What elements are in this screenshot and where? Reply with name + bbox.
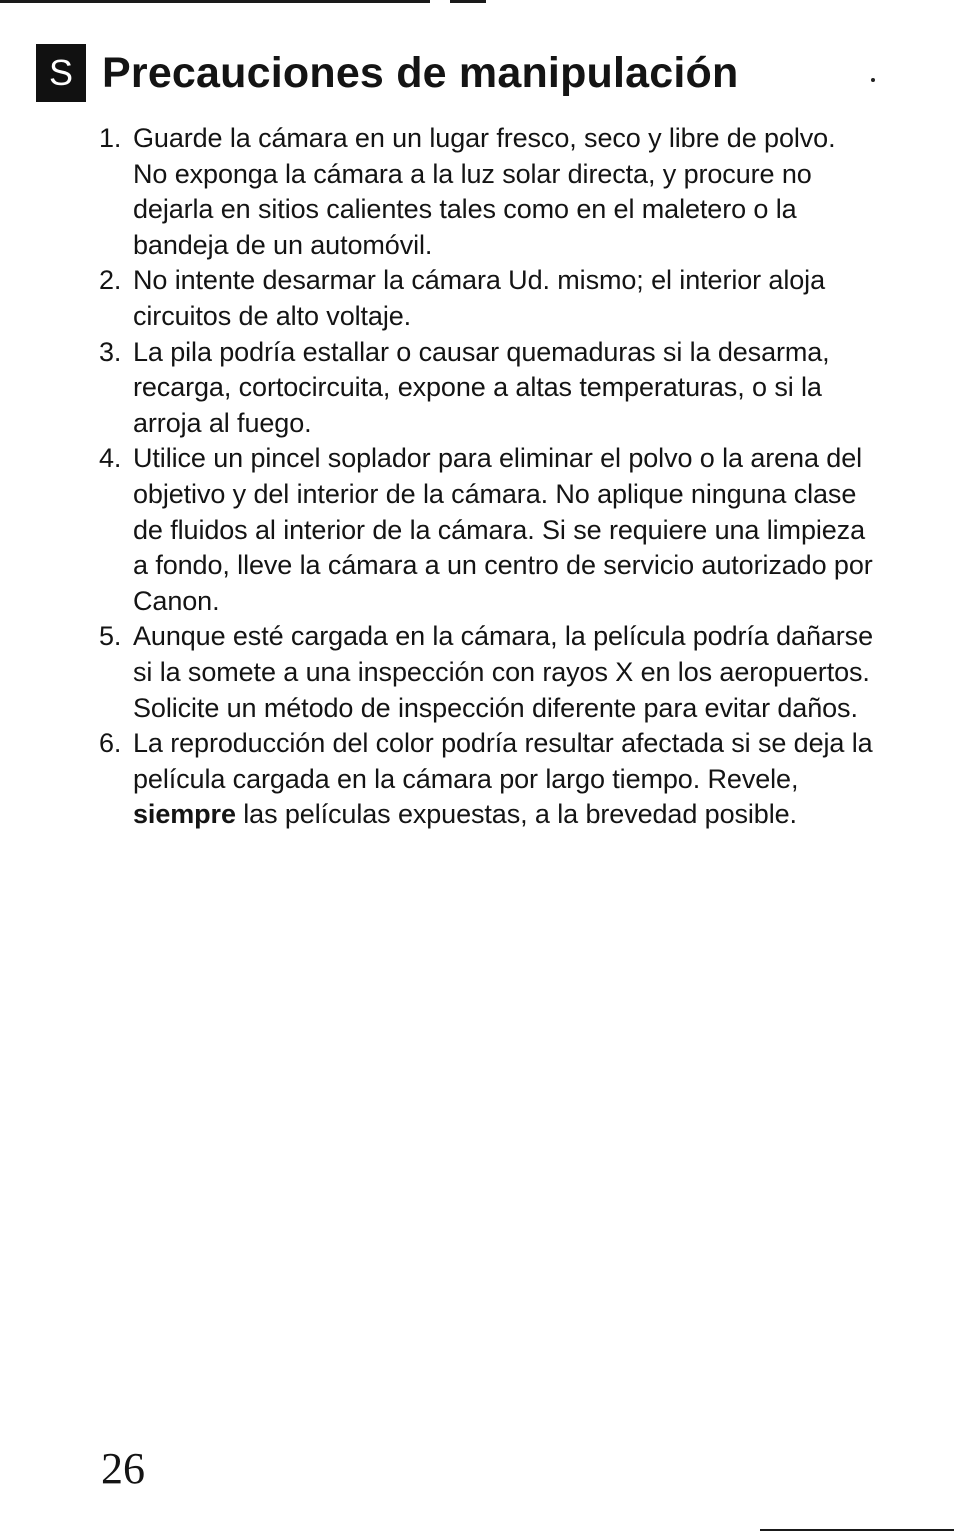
language-badge: S (36, 44, 86, 102)
bottom-rule (760, 1529, 954, 1531)
section-header (36, 44, 738, 102)
stray-dot (871, 78, 875, 82)
item-text: No intente desarmar la cámara Ud. mismo; el interior aloja circuitos de alto voltaje. (133, 265, 825, 331)
top-rule-short (450, 0, 486, 3)
item-text: Aunque esté cargada en la cámara, la película podría dañarse si la somete a una inspección con rayos X en los aeropuertos. Solicite un método de inspección diferente para evitar daños. (133, 621, 873, 723)
precaution-item-1 (0, 121, 900, 263)
item-text-emphasis: siempre (133, 799, 236, 830)
item-number: 1. (99, 123, 122, 153)
precaution-item-6 (0, 726, 900, 833)
precaution-item-2 (0, 263, 900, 334)
item-number: 3. (99, 336, 122, 367)
precaution-item-5 (0, 619, 900, 726)
item-text: Guarde la cámara en un lugar fresco, seco y libre de polvo. No exponga la cámara a la luz solar directa, y procure no dejarla en sitios calientes tales como en el maletero o la bandeja de un automóvil. (133, 123, 836, 260)
item-text: La pila podría estallar o causar quemaduras si la desarma, recarga, cortocircuita, expone a altas temperaturas, o si la arroja al fuego. (133, 336, 830, 438)
item-number: 6. (99, 728, 122, 759)
item-text: Utilice un pincel soplador para eliminar el polvo o la arena del objetivo y del interior de la cámara. No aplique ninguna clase de fluidos al interior de la cámara. Si se requiere una limpieza a fondo, lleve la cámara a un centro de servicio autorizado por Canon. (133, 443, 873, 616)
precautions-list (0, 121, 900, 833)
item-text-before: La reproducción del color podría resultar afectada si se deja la película cargada en la cámara por largo tiempo. Revele, (133, 728, 873, 794)
page-number: 26 (101, 1444, 145, 1493)
page-title: Precauciones de manipulación (102, 48, 739, 97)
item-number: 5. (99, 621, 122, 652)
precaution-item-3 (0, 335, 900, 442)
top-rule (0, 0, 430, 3)
precaution-item-4 (0, 441, 900, 619)
item-text-after: las películas expuestas, a la brevedad posible. (243, 799, 797, 830)
item-text (133, 726, 873, 833)
item-number: 4. (99, 443, 122, 474)
item-number: 2. (99, 265, 122, 296)
